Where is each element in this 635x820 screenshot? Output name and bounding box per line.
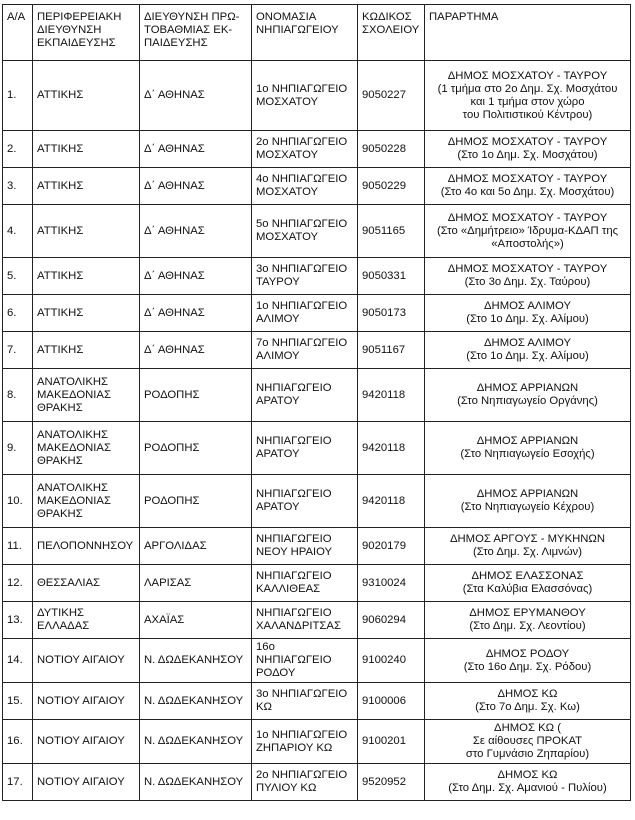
- cell-school: ΝΗΠΙΑΓΩΓΕΙΟ ΑΡΑΤΟΥ: [252, 475, 358, 528]
- cell-aa: 2.: [3, 131, 33, 168]
- header-region: ΠΕΡΙΦΕΡΕΙΑΚΗ ΔΙΕΥΘΥΝΣΗ ΕΚΠΑΙΔΕΥΣΗΣ: [33, 5, 140, 61]
- cell-code: 9520952: [358, 764, 425, 801]
- cell-aa: 10.: [3, 475, 33, 528]
- cell-code: 9420118: [358, 422, 425, 475]
- cell-annex: ΔΗΜΟΣ ΑΡΡΙΑΝΩΝ (Στο Νηπιαγωγείο Εσοχής): [425, 422, 631, 475]
- cell-directorate: Δ΄ ΑΘΗΝΑΣ: [140, 332, 252, 369]
- table-row: [3, 61, 631, 131]
- cell-school: 1ο ΝΗΠΙΑΓΩΓΕΙΟ ΜΟΣΧΑΤΟΥ: [252, 61, 358, 131]
- header-school: ΟΝΟΜΑΣΙΑ ΝΗΠΙΑΓΩΓΕΙΟΥ: [252, 5, 358, 61]
- table-row: [3, 639, 631, 683]
- cell-code: 9051167: [358, 332, 425, 369]
- cell-annex: ΔΗΜΟΣ ΡΟΔΟΥ (Στο 16ο Δημ. Σχ. Ρόδου): [425, 639, 631, 683]
- cell-directorate: Ν. ΔΩΔΕΚΑΝΗΣΟΥ: [140, 683, 252, 720]
- cell-directorate: ΡΟΔΟΠΗΣ: [140, 369, 252, 422]
- cell-directorate: Ν. ΔΩΔΕΚΑΝΗΣΟΥ: [140, 639, 252, 683]
- cell-annex: ΔΗΜΟΣ ΑΡΡΙΑΝΩΝ (Στο Νηπιαγωγείο Οργάνης): [425, 369, 631, 422]
- cell-aa: 12.: [3, 565, 33, 602]
- table-row: [3, 602, 631, 639]
- cell-aa: 13.: [3, 602, 33, 639]
- cell-school: ΝΗΠΙΑΓΩΓΕΙΟ ΑΡΑΤΟΥ: [252, 369, 358, 422]
- cell-directorate: Δ΄ ΑΘΗΝΑΣ: [140, 258, 252, 295]
- header-directorate: ΔΙΕΥΘΥΝΣΗ ΠΡΩ-ΤΟΒΑΘΜΙΑΣ ΕΚ-ΠΑΙΔΕΥΣΗΣ: [140, 5, 252, 61]
- table-row: [3, 528, 631, 565]
- cell-aa: 15.: [3, 683, 33, 720]
- cell-annex: ΔΗΜΟΣ ΚΩ ( Σε αίθουσες ΠΡΟΚΑΤ στο Γυμνάσιο Ζηπαρίου): [425, 720, 631, 764]
- cell-directorate: ΡΟΔΟΠΗΣ: [140, 422, 252, 475]
- cell-school: ΝΗΠΙΑΓΩΓΕΙΟ ΝΕΟΥ ΗΡΑΙΟΥ: [252, 528, 358, 565]
- cell-aa: 9.: [3, 422, 33, 475]
- cell-code: 9050228: [358, 131, 425, 168]
- cell-school: 7ο ΝΗΠΙΑΓΩΓΕΙΟ ΑΛΙΜΟΥ: [252, 332, 358, 369]
- cell-region: ΝΟΤΙΟΥ ΑΙΓΑΙΟΥ: [33, 639, 140, 683]
- cell-region: ΑΤΤΙΚΗΣ: [33, 332, 140, 369]
- cell-aa: 17.: [3, 764, 33, 801]
- cell-code: 9100006: [358, 683, 425, 720]
- cell-directorate: Ν. ΔΩΔΕΚΑΝΗΣΟΥ: [140, 764, 252, 801]
- table-row: [3, 295, 631, 332]
- cell-directorate: ΛΑΡΙΣΑΣ: [140, 565, 252, 602]
- cell-code: 9050227: [358, 61, 425, 131]
- table-row: [3, 369, 631, 422]
- header-code: ΚΩΔΙΚΟΣ ΣΧΟΛΕΙΟΥ: [358, 5, 425, 61]
- cell-annex: ΔΗΜΟΣ ΑΡΡΙΑΝΩΝ (Στο Νηπιαγωγείο Κέχρου): [425, 475, 631, 528]
- cell-code: 9050173: [358, 295, 425, 332]
- cell-annex: ΔΗΜΟΣ ΕΡΥΜΑΝΘΟΥ (Στο Δημ. Σχ. Λεοντίου): [425, 602, 631, 639]
- cell-aa: 7.: [3, 332, 33, 369]
- cell-region: ΑΤΤΙΚΗΣ: [33, 61, 140, 131]
- cell-annex: ΔΗΜΟΣ ΜΟΣΧΑΤΟΥ - ΤΑΥΡΟΥ (Στο 4ο και 5ο Δημ. Σχ. Μοσχάτου): [425, 168, 631, 205]
- cell-region: ΝΟΤΙΟΥ ΑΙΓΑΙΟΥ: [33, 720, 140, 764]
- cell-code: 9420118: [358, 475, 425, 528]
- cell-code: 9100240: [358, 639, 425, 683]
- cell-school: ΝΗΠΙΑΓΩΓΕΙΟ ΧΑΛΑΝΔΡΙΤΣΑΣ: [252, 602, 358, 639]
- cell-annex: ΔΗΜΟΣ ΑΛΙΜΟΥ (Στο 1ο Δημ. Σχ. Αλίμου): [425, 332, 631, 369]
- cell-annex: ΔΗΜΟΣ ΑΡΓΟΥΣ - ΜΥΚΗΝΩΝ (Στο Δημ. Σχ. Λιμνών): [425, 528, 631, 565]
- cell-school: ΝΗΠΙΑΓΩΓΕΙΟ ΚΑΛΛΙΘΕΑΣ: [252, 565, 358, 602]
- cell-annex: ΔΗΜΟΣ ΚΩ (Στο 7ο Δημ. Σχ. Κω): [425, 683, 631, 720]
- cell-region: ΑΤΤΙΚΗΣ: [33, 168, 140, 205]
- cell-annex: ΔΗΜΟΣ ΕΛΑΣΣΟΝΑΣ (Στα Καλύβια Ελασσόνας): [425, 565, 631, 602]
- cell-aa: 11.: [3, 528, 33, 565]
- cell-region: ΝΟΤΙΟΥ ΑΙΓΑΙΟΥ: [33, 683, 140, 720]
- cell-code: 9100201: [358, 720, 425, 764]
- cell-region: ΑΝΑΤΟΛΙΚΗΣ ΜΑΚΕΔΟΝΙΑΣ ΘΡΑΚΗΣ: [33, 422, 140, 475]
- cell-directorate: Δ΄ ΑΘΗΝΑΣ: [140, 131, 252, 168]
- header-annex: ΠΑΡΑΡΤΗΜΑ: [425, 5, 631, 61]
- table-row: [3, 131, 631, 168]
- cell-aa: 5.: [3, 258, 33, 295]
- cell-code: 9050331: [358, 258, 425, 295]
- cell-directorate: Δ΄ ΑΘΗΝΑΣ: [140, 61, 252, 131]
- cell-region: ΔΥΤΙΚΗΣ ΕΛΛΑΔΑΣ: [33, 602, 140, 639]
- cell-region: ΠΕΛΟΠΟΝΝΗΣΟΥ: [33, 528, 140, 565]
- table-row: [3, 720, 631, 764]
- cell-school: 5ο ΝΗΠΙΑΓΩΓΕΙΟ ΜΟΣΧΑΤΟΥ: [252, 205, 358, 258]
- table-row: [3, 168, 631, 205]
- table-row: [3, 764, 631, 801]
- cell-aa: 16.: [3, 720, 33, 764]
- table-row: [3, 258, 631, 295]
- cell-directorate: ΑΧΑΪΑΣ: [140, 602, 252, 639]
- cell-school: 1ο ΝΗΠΙΑΓΩΓΕΙΟ ΖΗΠΑΡΙΟΥ ΚΩ: [252, 720, 358, 764]
- cell-code: 9020179: [358, 528, 425, 565]
- cell-code: 9050229: [358, 168, 425, 205]
- cell-annex: ΔΗΜΟΣ ΑΛΙΜΟΥ (Στο 1ο Δημ. Σχ. Αλίμου): [425, 295, 631, 332]
- cell-annex: ΔΗΜΟΣ ΜΟΣΧΑΤΟΥ - ΤΑΥΡΟΥ (Στο «Δημήτρειο» Ίδρυμα-ΚΔΑΠ της «Αποστολής»): [425, 205, 631, 258]
- cell-code: 9310024: [358, 565, 425, 602]
- cell-aa: 14.: [3, 639, 33, 683]
- cell-directorate: Δ΄ ΑΘΗΝΑΣ: [140, 295, 252, 332]
- table-row: [3, 332, 631, 369]
- kindergarten-annex-table: [2, 4, 631, 801]
- cell-code: 9420118: [358, 369, 425, 422]
- cell-directorate: Δ΄ ΑΘΗΝΑΣ: [140, 168, 252, 205]
- cell-annex: ΔΗΜΟΣ ΜΟΣΧΑΤΟΥ - ΤΑΥΡΟΥ (Στο 1ο Δημ. Σχ. Μοσχάτου): [425, 131, 631, 168]
- cell-region: ΑΤΤΙΚΗΣ: [33, 131, 140, 168]
- table-row: [3, 422, 631, 475]
- cell-annex: ΔΗΜΟΣ ΚΩ (Στο Δημ. Σχ. Αμανιού - Πυλίου): [425, 764, 631, 801]
- table-row: [3, 205, 631, 258]
- cell-aa: 3.: [3, 168, 33, 205]
- cell-directorate: ΡΟΔΟΠΗΣ: [140, 475, 252, 528]
- cell-aa: 8.: [3, 369, 33, 422]
- cell-code: 9051165: [358, 205, 425, 258]
- cell-aa: 6.: [3, 295, 33, 332]
- cell-annex: ΔΗΜΟΣ ΜΟΣΧΑΤΟΥ - ΤΑΥΡΟΥ (1 τμήμα στο 2ο Δημ. Σχ. Μοσχάτου και 1 τμήμα στον χώρο του Πολιτιστικού Κέντρου): [425, 61, 631, 131]
- cell-school: ΝΗΠΙΑΓΩΓΕΙΟ ΑΡΑΤΟΥ: [252, 422, 358, 475]
- cell-directorate: Δ΄ ΑΘΗΝΑΣ: [140, 205, 252, 258]
- cell-region: ΑΤΤΙΚΗΣ: [33, 258, 140, 295]
- header-row: [3, 5, 631, 61]
- cell-region: ΘΕΣΣΑΛΙΑΣ: [33, 565, 140, 602]
- cell-region: ΑΝΑΤΟΛΙΚΗΣ ΜΑΚΕΔΟΝΙΑΣ ΘΡΑΚΗΣ: [33, 475, 140, 528]
- cell-school: 1ο ΝΗΠΙΑΓΩΓΕΙΟ ΑΛΙΜΟΥ: [252, 295, 358, 332]
- cell-code: 9060294: [358, 602, 425, 639]
- cell-school: 4ο ΝΗΠΙΑΓΩΓΕΙΟ ΜΟΣΧΑΤΟΥ: [252, 168, 358, 205]
- cell-directorate: ΑΡΓΟΛΙΔΑΣ: [140, 528, 252, 565]
- cell-aa: 1.: [3, 61, 33, 131]
- cell-school: 3ο ΝΗΠΙΑΓΩΓΕΙΟ ΤΑΥΡΟΥ: [252, 258, 358, 295]
- cell-region: ΑΤΤΙΚΗΣ: [33, 205, 140, 258]
- cell-region: ΑΝΑΤΟΛΙΚΗΣ ΜΑΚΕΔΟΝΙΑΣ ΘΡΑΚΗΣ: [33, 369, 140, 422]
- cell-region: ΝΟΤΙΟΥ ΑΙΓΑΙΟΥ: [33, 764, 140, 801]
- table-row: [3, 683, 631, 720]
- cell-region: ΑΤΤΙΚΗΣ: [33, 295, 140, 332]
- cell-school: 16ο ΝΗΠΙΑΓΩΓΕΙΟ ΡΟΔΟΥ: [252, 639, 358, 683]
- table-row: [3, 475, 631, 528]
- cell-school: 2ο ΝΗΠΙΑΓΩΓΕΙΟ ΜΟΣΧΑΤΟΥ: [252, 131, 358, 168]
- cell-school: 2ο ΝΗΠΙΑΓΩΓΕΙΟ ΠΥΛΙΟΥ ΚΩ: [252, 764, 358, 801]
- cell-school: 3ο ΝΗΠΙΑΓΩΓΕΙΟ ΚΩ: [252, 683, 358, 720]
- cell-aa: 4.: [3, 205, 33, 258]
- table-row: [3, 565, 631, 602]
- cell-directorate: Ν. ΔΩΔΕΚΑΝΗΣΟΥ: [140, 720, 252, 764]
- cell-annex: ΔΗΜΟΣ ΜΟΣΧΑΤΟΥ - ΤΑΥΡΟΥ (Στο 3ο Δημ. Σχ. Ταύρου): [425, 258, 631, 295]
- header-aa: Α/Α: [3, 5, 33, 61]
